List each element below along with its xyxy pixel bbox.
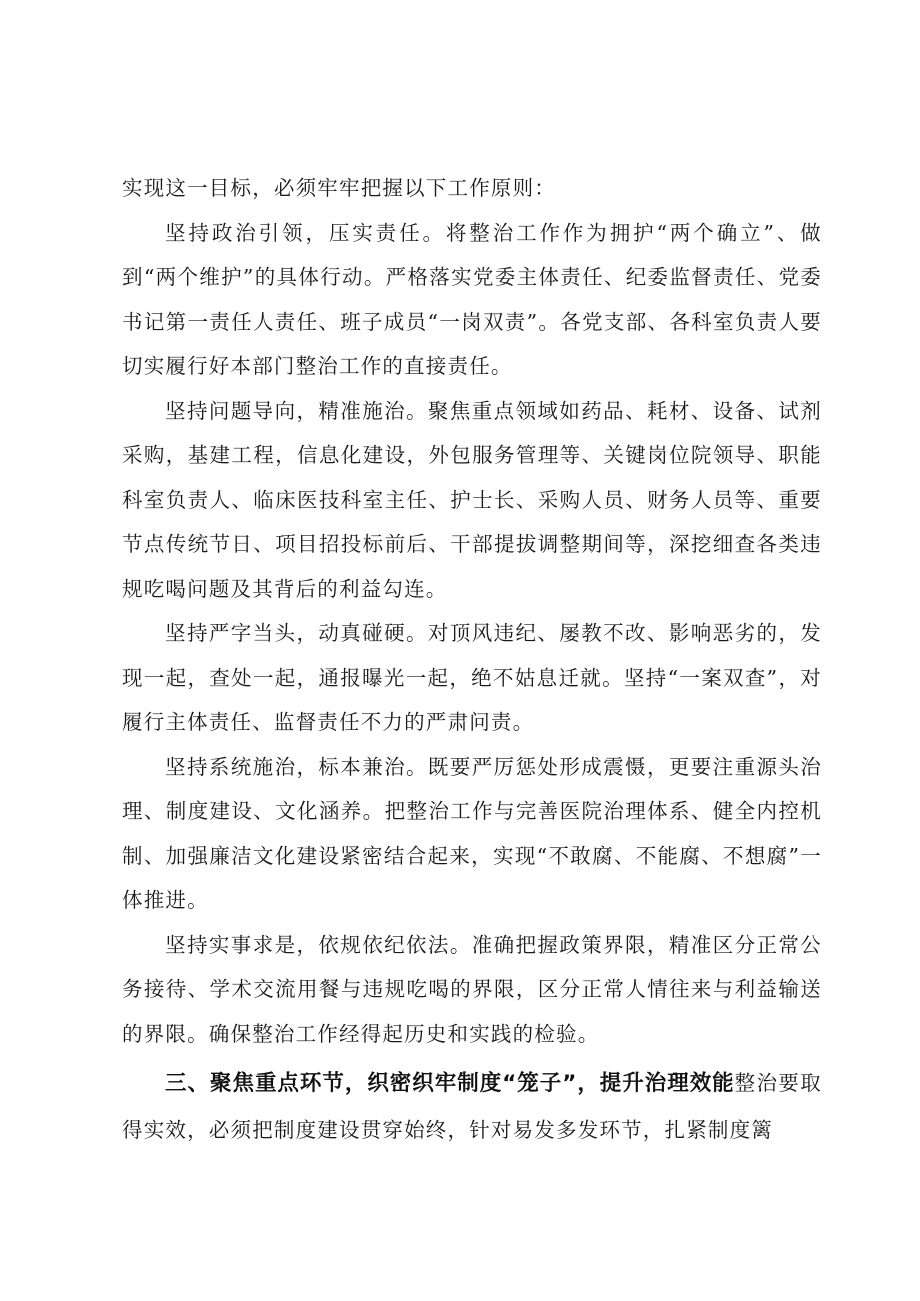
principle-paragraph-systematic: 坚持系统施治，标本兼治。既要严厉惩处形成震慑，更要注重源头治理、制度建设、文化涵养。把整治工作与完善医院治理体系、健全内控机制、加强廉洁文化建设紧密结合起来，实现“不敢腐、不能腐、不想腐”一体推进。 <box>122 754 822 912</box>
section-heading: 三、聚焦重点环节，织密织牢制度“笼子”，提升治理效能 <box>165 1071 735 1096</box>
section-body-text: 整治要取得实效，必须把制度建设贯穿始终，针对易发多发环节，扎紧制度篱 <box>122 1071 822 1142</box>
principle-paragraph-problem-oriented: 坚持问题导向，精准施治。聚焦重点领域如药品、耗材、设备、试剂采购，基建工程，信息化建设，外包服务管理等、关键岗位院领导、职能科室负责人、临床医技科室主任、护士长、采购人员、财务人员等、重要节点传统节日、项目招投标前后、干部提拔调整期间等，深挖细查各类违规吃喝问题及其背后的利益勾连。 <box>122 398 822 601</box>
principle-paragraph-strictness: 坚持严字当头，动真碰硬。对顶风违纪、屡教不改、影响恶劣的，发现一起，查处一起，通报曝光一起，绝不姑息迁就。坚持“一案双查”，对履行主体责任、监督责任不力的严肃问责。 <box>122 621 822 734</box>
document-body <box>122 166 822 1153</box>
section-three-paragraph <box>122 1060 822 1153</box>
intro-paragraph: 实现这一目标，必须牢牢把握以下工作原则： <box>122 176 556 200</box>
principle-paragraph-fact-based: 坚持实事求是，依规依纪依法。准确把握政策界限，精准区分正常公务接待、学术交流用餐与违规吃喝的界限，区分正常人情往来与利益输送的界限。确保整治工作经得起历史和实践的检验。 <box>122 932 822 1046</box>
principle-paragraph-political-leadership: 坚持政治引领，压实责任。将整治工作作为拥护“两个确立”、做到“两个维护”的具体行动。严格落实党委主体责任、纪委监督责任、党委书记第一责任人责任、班子成员“一岗双责”。各党支部、各科室负责人要切实履行好本部门整治工作的直接责任。 <box>122 220 822 378</box>
